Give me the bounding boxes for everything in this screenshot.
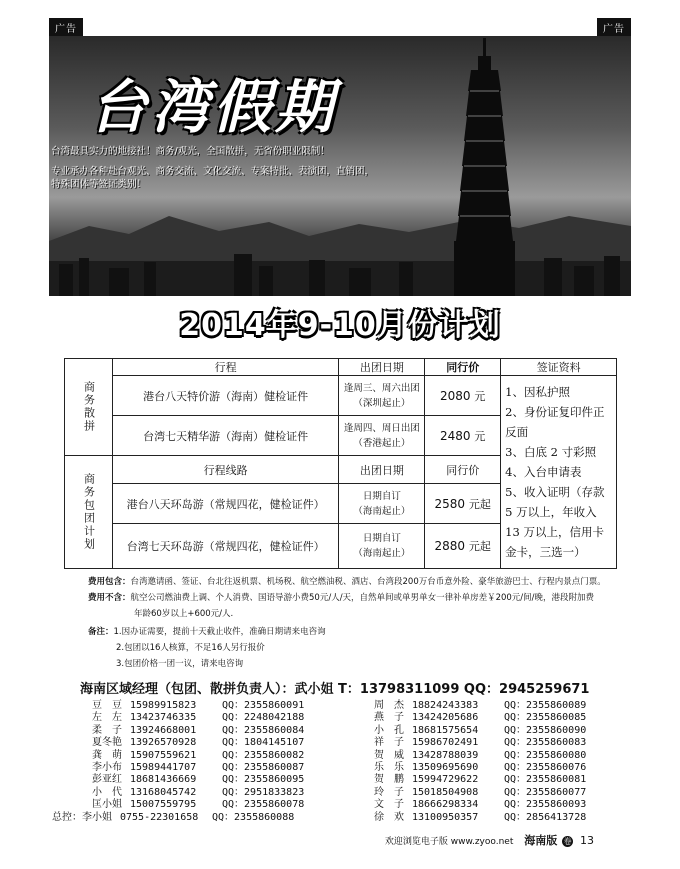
footer-volume-badge: 卷 [563, 837, 572, 846]
page-number: 13 [580, 834, 594, 847]
contact-row: 豆 豆 15989915823 QQ：2355860091 [92, 700, 305, 711]
visa-item: 2、身份证复印件正反面 [505, 405, 605, 439]
visa-item: 1、因私护照 [505, 385, 570, 399]
contact-row: 小 孔 18681575654 QQ：2355860090 [374, 724, 587, 736]
remark-3: 3.包团价格一团一议，请来电咨询 [116, 659, 244, 669]
fee-exclude-cont: 年龄60岁以上+600元/人. [134, 609, 234, 619]
contact-row: 夏冬艳 13926570928 QQ：1804145107 [92, 737, 305, 749]
col-header-price: 同行价 [425, 359, 501, 376]
date-cell: 逢周四、周日出团 （香港起止） [339, 416, 425, 456]
visa-requirements-cell [501, 376, 617, 569]
ad-label-right: 广告 [597, 18, 631, 37]
remark-2: 2.包团以16人核算，不足16人另行报价 [116, 643, 265, 653]
ad-label-left: 广告 [49, 18, 83, 37]
hero-slogan: 台湾最具实力的地接社！商务/观光，全国散拼，无省份职业限制！ [51, 146, 330, 157]
contact-list-right [352, 700, 586, 824]
table-row [65, 376, 617, 416]
contact-row: 贺 鹏 15994729622 QQ：2355860081 [374, 774, 587, 786]
hero-service-line2: 特殊团体等签证类别！ [51, 179, 147, 190]
date-cell: 日期自订 （海南起止） [339, 524, 425, 569]
contact-row: 徐 欢 13100950357 QQ：2856413728 [374, 811, 587, 823]
contact-row: 柔 子 13924668001 QQ：2355860084 [92, 724, 305, 736]
col-header-route: 行程 [112, 359, 339, 376]
plan-title: 2014年9-10月份计划 [179, 308, 501, 343]
route-cell: 港台八天特价游（海南）健检证件 [112, 376, 339, 416]
hero-service-line1: 专业承办各种赴台观光、商务交流、文化交流、专案特批、表演团，直销团， [51, 166, 375, 177]
footer-website: 欢迎浏览电子版 www.zyoo.net [384, 837, 514, 847]
contact-row: 李小布 15989441707 QQ：2355860087 [92, 762, 305, 774]
col-header-date: 出团日期 [339, 359, 425, 376]
remark-1: 备注：1.因办证需要，提前十天截止收件，准确日期请来电咨询 [88, 627, 326, 637]
date-cell: 逢周三、周六出团 （深圳起止） [339, 376, 425, 416]
col-header-date: 出团日期 [339, 456, 425, 484]
price-cell: 2580 元起 [425, 484, 501, 524]
taipei-101-tower [454, 38, 515, 296]
price-cell: 2480 元 [425, 416, 501, 456]
footer-edition: 海南版 [524, 834, 558, 847]
hero-banner [49, 36, 631, 296]
group-label-cell [65, 359, 113, 456]
col-header-route: 行程线路 [112, 456, 339, 484]
route-cell: 台湾七天精华游（海南）健检证件 [112, 416, 339, 456]
contact-list-left [52, 700, 305, 824]
table-header-row [65, 359, 617, 376]
contact-row: 周 杰 18824243383 QQ：2355860089 [374, 700, 587, 711]
group-label-charter: 商务包团计划 [82, 473, 96, 551]
contact-row: 彭亚红 18681436669 QQ：2355860095 [92, 774, 305, 786]
price-cell: 2080 元 [425, 376, 501, 416]
visa-item: 5、收入证明（存款 5 万以上，年收入 13 万以上，信用卡金卡，三选一） [505, 485, 605, 559]
group-label-scattered: 商务散拼 [82, 381, 96, 433]
tour-plan-table [64, 358, 617, 569]
contact-row: 乐 乐 13509695690 QQ：2355860076 [374, 762, 587, 774]
contact-row: 小 代 13168045742 QQ：2951833823 [92, 786, 305, 798]
group-label-cell [65, 456, 113, 569]
price-cell: 2880 元起 [425, 524, 501, 569]
contact-row: 左 左 13423746335 QQ：2248042188 [92, 712, 305, 724]
regional-manager-contact: 海南区域经理（包团、散拼负责人）：武小姐 T：13798311099 QQ：2945259671 [80, 682, 590, 697]
contact-row: 匡小姐 15007559795 QQ：2355860078 [92, 799, 305, 811]
col-header-visa: 签证资料 [501, 359, 617, 376]
notes-section [88, 574, 648, 672]
route-cell: 港台八天环岛游（常规四花，健检证件） [112, 484, 339, 524]
route-cell: 台湾七天环岛游（常规四花，健检证件） [112, 524, 339, 569]
visa-item: 3、白底 2 寸彩照 [505, 445, 597, 459]
contact-row-control: 总控：李小姐 0755-22301658 QQ：2355860088 [52, 811, 295, 823]
fee-include: 费用包含：台湾邀请函、签证、台北往返机票、机场税、航空燃油税、酒店、台湾段200万台币意外险、豪华旅游巴士、行程内景点门票。 [88, 577, 606, 587]
visa-item: 4、入台申请表 [505, 465, 582, 479]
contact-row: 文 子 18666298334 QQ：2355860093 [374, 799, 587, 811]
contact-row: 贺 威 13428788039 QQ：2355860080 [374, 749, 587, 761]
fee-exclude: 费用不含：航空公司燃油费上调、个人消费、国语导游小费50元/人/天，自然单间或单男单女一律补单房差￥200元/间/晚，港段附加费 [88, 593, 595, 603]
contact-row: 龚 萌 15907559621 QQ：2355860082 [92, 749, 305, 761]
contact-row: 燕 子 13424205686 QQ：2355860085 [374, 712, 587, 724]
col-header-price: 同行价 [425, 456, 501, 484]
hero-title: 台湾假期 [89, 73, 338, 141]
contact-row: 祥 子 15986702491 QQ：2355860083 [374, 737, 587, 749]
page-footer [385, 832, 594, 848]
contact-row: 玲 子 15018504908 QQ：2355860077 [374, 786, 587, 798]
date-cell: 日期自订 （海南起止） [339, 484, 425, 524]
